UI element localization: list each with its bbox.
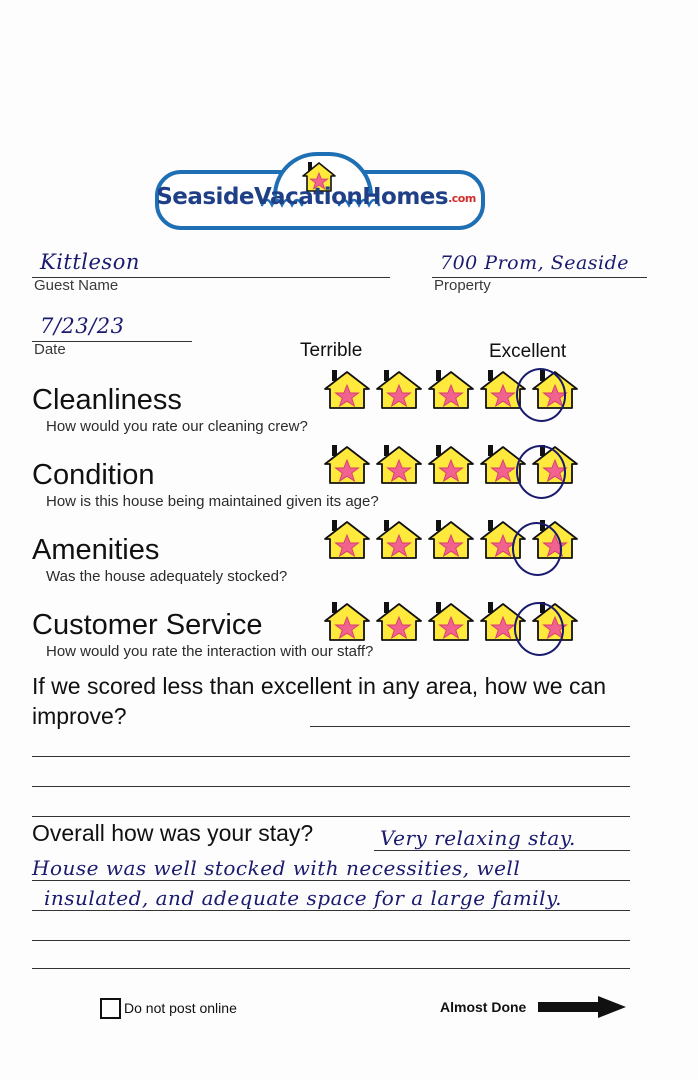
question-amenities: [32, 536, 332, 585]
scale-high-label: Excellent: [489, 341, 567, 362]
question-subtitle: How would you rate our cleaning crew?: [46, 418, 308, 435]
rating-house-icon[interactable]: [426, 368, 476, 412]
overall-answer-line[interactable]: [32, 968, 630, 969]
rating-house-icon[interactable]: [374, 518, 424, 562]
rating-house-icon[interactable]: [530, 443, 580, 487]
rating-house-icon[interactable]: [530, 518, 580, 562]
property-value: 700 Prom, Seaside: [440, 252, 630, 274]
question-subtitle: How is this house being maintained given its age?: [46, 493, 379, 510]
question-title: Amenities: [32, 534, 160, 566]
rating-house-icon[interactable]: [322, 518, 372, 562]
right-arrow-icon: [538, 996, 626, 1018]
rating-house-icon[interactable]: [478, 600, 528, 644]
rating-house-icon[interactable]: [426, 600, 476, 644]
overall-answer-text: insulated, and adequate space for a large family.: [44, 886, 562, 910]
brand-logo: [155, 158, 485, 230]
question-subtitle: Was the house adequately stocked?: [46, 568, 288, 585]
brand-dotcom: .com: [448, 192, 476, 205]
question-subtitle: How would you rate the interaction with our staff?: [46, 643, 374, 660]
do-not-post-label: Do not post online: [124, 1000, 237, 1016]
rating-house-icon[interactable]: [374, 443, 424, 487]
overall-answer-line[interactable]: [374, 850, 630, 851]
overall-answer-line[interactable]: [32, 910, 630, 911]
question-title: Condition: [32, 459, 155, 491]
improve-prompt: If we scored less than excellent in any area, how we can improve?: [32, 673, 607, 729]
guest-name-label: Guest Name: [34, 277, 119, 294]
question-condition: [32, 459, 379, 510]
rating-house-icon[interactable]: [322, 600, 372, 644]
improve-answer-line[interactable]: [32, 816, 630, 817]
improve-answer-line[interactable]: [32, 756, 630, 757]
rating-house-icon[interactable]: [478, 443, 528, 487]
rating-house-icon[interactable]: [530, 368, 580, 412]
rating-house-icon[interactable]: [478, 368, 528, 412]
almost-done-label: Almost Done: [440, 999, 527, 1015]
rating-house-icon[interactable]: [322, 368, 372, 412]
rating-house-icon[interactable]: [322, 443, 372, 487]
rating-house-icon[interactable]: [426, 518, 476, 562]
date-field[interactable]: [32, 300, 192, 358]
rating-house-icon[interactable]: [478, 518, 528, 562]
brand-name: SeasideVacationHomes: [156, 184, 449, 210]
scale-low-label: Terrible: [300, 340, 363, 361]
rating-house-icon[interactable]: [374, 368, 424, 412]
improve-answer-line[interactable]: [32, 786, 630, 787]
overall-answer-text: Very relaxing stay.: [380, 826, 576, 850]
property-label: Property: [434, 277, 491, 294]
guest-name-value: Kittleson: [40, 250, 140, 274]
date-label: Date: [34, 341, 66, 358]
overall-answer-line[interactable]: [32, 880, 630, 881]
overall-answer-text: House was well stocked with necessities, well: [32, 856, 521, 880]
rating-house-icon[interactable]: [374, 600, 424, 644]
overall-prompt: Overall how was your stay?: [32, 820, 314, 846]
do-not-post-checkbox[interactable]: [100, 998, 121, 1019]
property-field[interactable]: [432, 240, 647, 294]
rating-house-icon[interactable]: [530, 600, 580, 644]
question-cleanliness: [32, 386, 332, 435]
overall-answer-line[interactable]: [32, 940, 630, 941]
question-title: Cleanliness: [32, 384, 182, 416]
improve-answer-line[interactable]: [310, 726, 630, 727]
guest-name-field[interactable]: [32, 232, 390, 294]
date-value: 7/23/23: [40, 314, 125, 338]
brand-wordmark: [155, 184, 477, 210]
question-customer-service: [32, 609, 374, 660]
question-title: Customer Service: [32, 609, 263, 641]
rating-house-icon[interactable]: [426, 443, 476, 487]
improve-question: [32, 672, 632, 732]
